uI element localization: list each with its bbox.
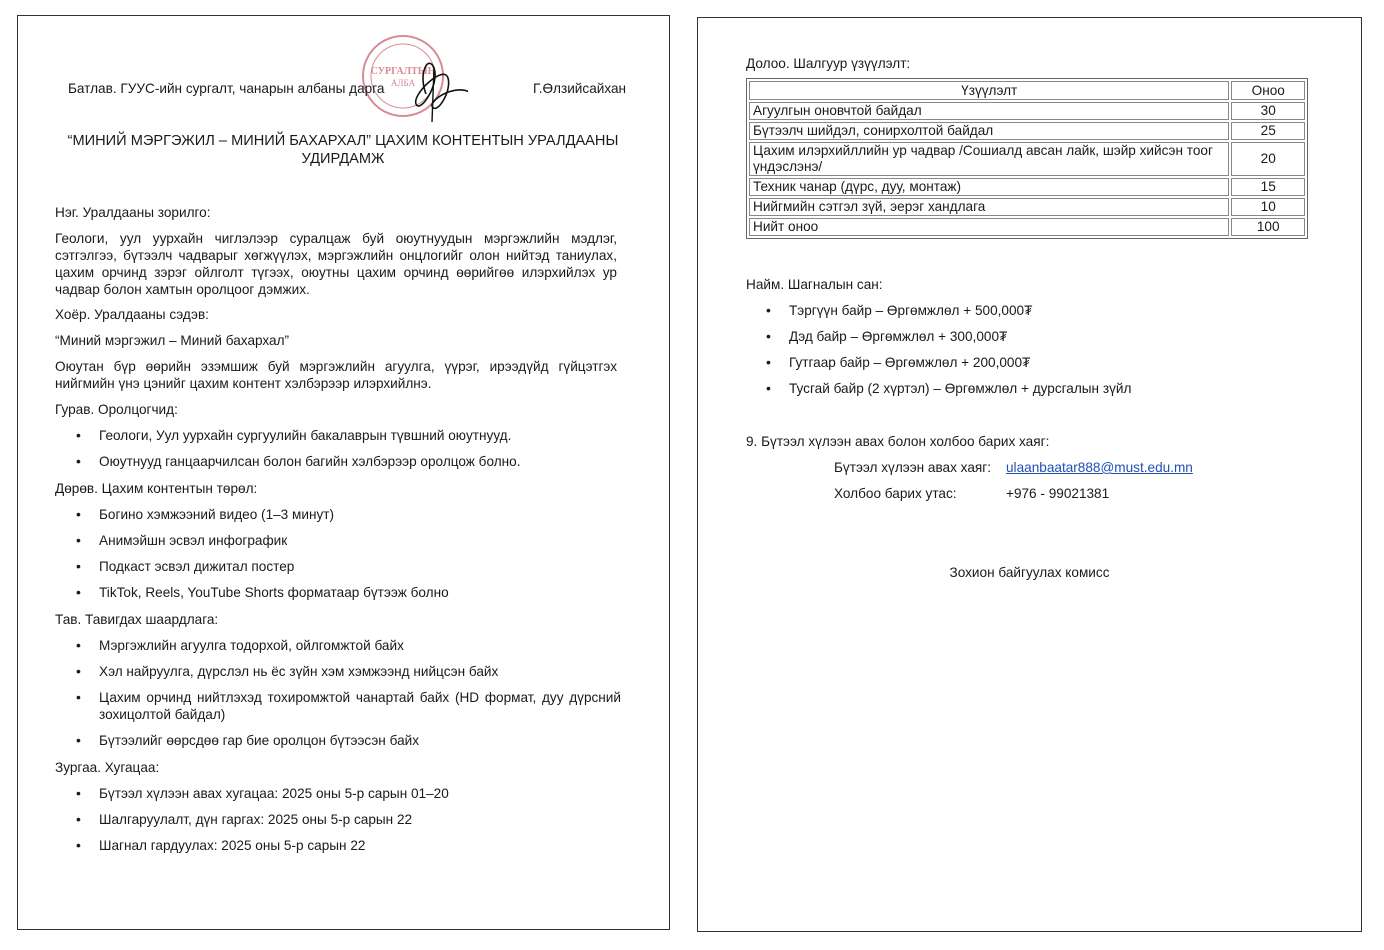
list-item: • Гутгаар байр – Өргөмжлөл + 200,000₮ <box>766 354 1311 371</box>
list-item: • Тэргүүн байр – Өргөмжлөл + 500,000₮ <box>766 302 1311 319</box>
list-item: • Бүтээл хүлээн авах хугацаа: 2025 оны 5-р сарын 01–20 <box>76 785 621 802</box>
table-row <box>749 178 1305 196</box>
list-item: • Шалгаруулалт, дүн гаргах: 2025 оны 5-р сарын 22 <box>76 811 621 828</box>
list-item: • Бүтээлийг өөрсдөө гар бие оролцон бүтээсэн байх <box>76 732 621 749</box>
criterion-cell: Нийгмийн сэтгэл зүй, эерэг хандлага <box>749 198 1229 216</box>
email-link[interactable]: ulaanbaatar888@must.edu.mn <box>1006 460 1193 475</box>
score-cell: 10 <box>1231 198 1305 216</box>
list-item: • Геологи, Уул уурхайн сургуулийн бакалаврын түвшний оюутнууд. <box>76 427 621 444</box>
section-theme-title: “Миний мэргэжил – Миний бахархал” <box>55 333 290 348</box>
criterion-cell: Цахим илэрхийллийн ур чадвар /Сошиалд авсан лайк, шэйр хийсэн тоог үндэслэнэ/ <box>749 142 1229 176</box>
document-page-1 <box>17 15 670 930</box>
list-item: • Дэд байр – Өргөмжлөл + 300,000₮ <box>766 328 1311 345</box>
criterion-cell: Нийт оноо <box>749 218 1229 236</box>
column-header-score: Оноо <box>1231 81 1305 100</box>
svg-text:АЛБА: АЛБА <box>390 78 416 88</box>
criterion-cell: Техник чанар (дүрс, дуу, монтаж) <box>749 178 1229 196</box>
section-content-type-heading: Дөрөв. Цахим контентын төрөл: <box>55 481 258 496</box>
table-row <box>749 122 1305 140</box>
list-item: • Хэл найруулга, дүрслэл нь ёс зүйн хэм хэмжээнд нийцсэн байх <box>76 663 621 680</box>
score-cell: 25 <box>1231 122 1305 140</box>
section-criteria-heading: Долоо. Шалгуур үзүүлэлт: <box>746 56 911 71</box>
list-item: • TikTok, Reels, YouTube Shorts форматаар бүтээж болно <box>76 584 621 601</box>
section-prizes-heading: Найм. Шагналын сан: <box>746 277 883 292</box>
score-cell: 30 <box>1231 102 1305 120</box>
table-header-row <box>749 81 1305 100</box>
section-theme-text: Оюутан бүр өөрийн эзэмшиж буй мэргэжлийн агуулга, үүрэг, ирээдүйд гүйцэтгэх нийгмийн үнэ цэнийг цахим контент хэлбэрээр илэрхийлнэ. <box>55 359 617 391</box>
section-theme-heading: Хоёр. Уралдааны сэдэв: <box>55 307 209 322</box>
section-contact-heading: 9. Бүтээл хүлээн авах болон холбоо барих хаяг: <box>746 434 1050 449</box>
section-participants-heading: Гурав. Оролцогчид: <box>55 402 178 417</box>
requirements-list <box>76 637 621 749</box>
phone-label: Холбоо барих утас: <box>834 486 957 501</box>
section-timeline-heading: Зургаа. Хугацаа: <box>55 760 160 775</box>
section-goal-text: Геологи, уул уурхайн чиглэлээр суралцаж буй оюутнуудын мэргэжлийн мэдлэг, сэтгэлгээ, бүтээлч чадварыг хөгжүүлэх, мэргэжлийн онцлогийг олон нийтэд таниулах, цахим орчинд зэрэг ойлголт түгээх, оюутны цахим орчинд өөрийгөө илэрхийлэх ур чадвар болон хамтын оролцоог дэмжих. <box>55 231 617 297</box>
participants-list <box>76 427 621 470</box>
criterion-cell: Бүтээлч шийдэл, сонирхолтой байдал <box>749 122 1229 140</box>
score-cell: 15 <box>1231 178 1305 196</box>
table-row <box>749 198 1305 216</box>
criteria-table <box>746 78 1308 239</box>
section-requirements-heading: Тав. Тавигдах шаардлага: <box>55 612 219 627</box>
list-item: • Оюутнууд ганцаарчилсан болон багийн хэлбэрээр оролцож болно. <box>76 453 621 470</box>
table-row <box>749 218 1305 236</box>
timeline-list <box>76 785 621 854</box>
table-row <box>749 102 1305 120</box>
svg-text:СУРГАЛТЫН: СУРГАЛТЫН <box>370 66 436 77</box>
table-row <box>749 142 1305 176</box>
content-type-list <box>76 506 621 601</box>
document-page-2 <box>697 17 1362 932</box>
list-item: • Тусгай байр (2 хүртэл) – Өргөмжлөл + дурсгалын зүйл <box>766 380 1311 397</box>
prizes-list <box>766 302 1311 397</box>
list-item: • Мэргэжлийн агуулга тодорхой, ойлгомжтой байх <box>76 637 621 654</box>
document-title: “МИНИЙ МЭРГЭЖИЛ – МИНИЙ БАХАРХАЛ” ЦАХИМ КОНТЕНТЫН УРАЛДААНЫ УДИРДАМЖ <box>67 133 619 167</box>
column-header-criterion: Үзүүлэлт <box>749 81 1229 100</box>
organizing-committee: Зохион байгуулах комисс <box>949 565 1110 580</box>
list-item: • Анимэйшн эсвэл инфографик <box>76 532 621 549</box>
list-item: • Богино хэмжээний видео (1–3 минут) <box>76 506 621 523</box>
list-item: • Цахим орчинд нийтлэхэд тохиромжтой чанартай байх (HD формат, дуу дүрсний зохицолтой байдал) <box>76 689 621 723</box>
list-item: • Шагнал гардуулах: 2025 оны 5-р сарын 22 <box>76 837 621 854</box>
phone-number: +976 - 99021381 <box>1006 486 1110 501</box>
score-cell: 20 <box>1231 142 1305 176</box>
section-goal-heading: Нэг. Уралдааны зорилго: <box>55 205 211 220</box>
submission-address-label: Бүтээл хүлээн авах хаяг: <box>834 460 991 475</box>
list-item: • Подкаст эсвэл дижитал постер <box>76 558 621 575</box>
approver-name: Г.Өлзийсайхан <box>533 81 627 96</box>
approval-text: Батлав. ГУУС-ийн сургалт, чанарын албаны дарга <box>68 81 385 96</box>
score-cell: 100 <box>1231 218 1305 236</box>
criterion-cell: Агуулгын оновчтой байдал <box>749 102 1229 120</box>
